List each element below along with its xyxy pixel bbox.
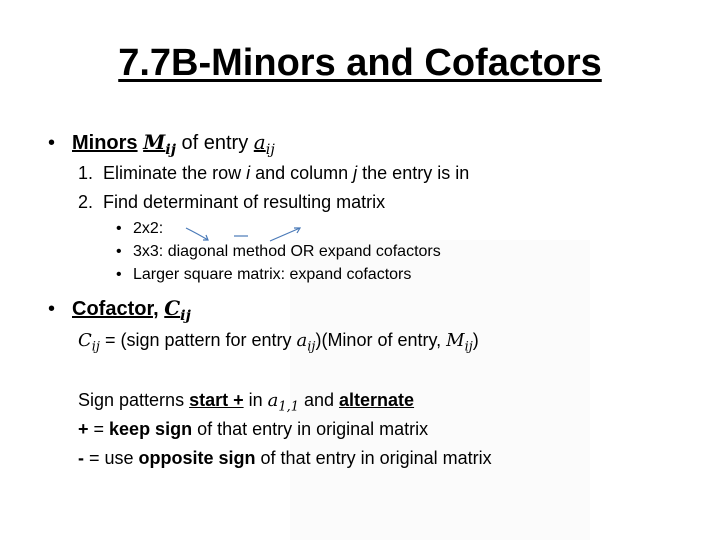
sign-pattern-line: Sign patterns start + in $a_{1,1}$ and alternate: [78, 390, 415, 415]
cofactor-heading: [72, 296, 191, 324]
minors-symbol: $M_{ij}$: [143, 130, 176, 159]
sub-bullet-3x3: 3x3: diagonal method OR expand cofactors: [133, 243, 441, 260]
bullet-glyph: •: [48, 132, 56, 154]
bullet-glyph: •: [48, 298, 56, 320]
minors-text: of entry: [181, 132, 249, 154]
down-arrow-icon: [186, 228, 208, 240]
minus-rule-line: - = use opposite sign of that entry in original matrix: [78, 448, 492, 468]
minors-entry: $a_{ij}$: [253, 130, 275, 159]
slide-title: 7.7B-Minors and Cofactors: [118, 42, 602, 84]
step-1: 1. Eliminate the row i and column j the entry is in: [78, 163, 470, 183]
plus-rule-line: + = keep sign of that entry in original matrix: [78, 419, 429, 439]
minors-label: Minors: [72, 132, 138, 154]
cofactor-label: Cofactor,: [72, 298, 159, 320]
sub-bullet-glyph: •: [116, 220, 122, 237]
sub-bullet-glyph: •: [116, 266, 122, 283]
sub-bullet-glyph: •: [116, 243, 122, 260]
sub-bullet-2x2: 2x2:: [133, 220, 164, 237]
cofactor-formula: $C_{ij}$ = (sign pattern for entry $a_{ij})(Minor$ of entry, $M_{ij}$): [78, 330, 479, 355]
sub-bullet-larger: Larger square matrix: expand cofactors: [133, 266, 412, 283]
cofactor-symbol: $C_{ij}$: [164, 296, 191, 325]
up-arrow-icon: [270, 228, 300, 241]
step-2: 2. Find determinant of resulting matrix: [78, 192, 386, 212]
